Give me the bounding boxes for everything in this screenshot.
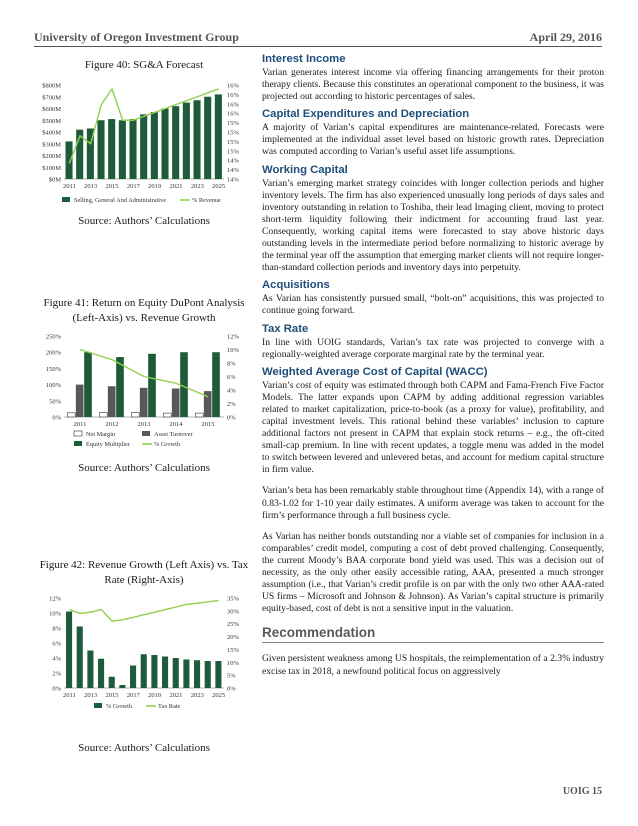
recommendation-rule bbox=[262, 642, 604, 643]
y2-tick-label: 15% bbox=[227, 138, 239, 146]
text-column bbox=[262, 52, 604, 682]
x-tick-label: 2015 bbox=[201, 421, 215, 428]
y2-tick-label: 5% bbox=[227, 672, 236, 680]
bar bbox=[180, 352, 188, 417]
bar bbox=[204, 97, 211, 179]
legend-label: Net Margin bbox=[86, 431, 116, 438]
legend-label: Selling, General And Administrative bbox=[74, 197, 166, 204]
bar bbox=[132, 412, 140, 417]
bar bbox=[193, 100, 200, 179]
bar bbox=[129, 119, 136, 179]
bar bbox=[108, 119, 115, 179]
y-tick-label: $100M bbox=[42, 164, 61, 172]
x-tick-label: 2013 bbox=[84, 692, 98, 699]
x-tick-label: 2013 bbox=[84, 183, 98, 190]
bar bbox=[108, 386, 116, 417]
legend-label: Tax Rate bbox=[158, 703, 181, 710]
x-tick-label: 2021 bbox=[169, 692, 183, 699]
y-tick-label: 0% bbox=[52, 414, 61, 422]
y-tick-label: 8% bbox=[52, 625, 61, 633]
bar bbox=[66, 612, 72, 689]
y2-tick-label: 14% bbox=[227, 167, 239, 175]
y2-tick-label: 15% bbox=[227, 646, 239, 654]
figure-title: Figure 42: Revenue Growth (Left Axis) vs. Tax Rate (Right-Axis) bbox=[39, 559, 249, 586]
series-line bbox=[69, 601, 218, 622]
y-tick-label: $600M bbox=[42, 106, 61, 113]
bar bbox=[164, 413, 172, 417]
bar bbox=[116, 357, 124, 417]
legend-swatch bbox=[142, 431, 150, 436]
y-tick-label: 250% bbox=[45, 333, 61, 341]
bar bbox=[141, 654, 147, 688]
y2-tick-label: 10% bbox=[227, 659, 239, 667]
bar bbox=[65, 141, 72, 179]
page-number: UOIG 15 bbox=[562, 786, 602, 797]
y-tick-label: $800M bbox=[42, 82, 61, 90]
bar bbox=[172, 106, 179, 179]
legend-swatch bbox=[74, 431, 82, 436]
bar bbox=[215, 94, 222, 179]
figure-source: Source: Authors’ Calculations bbox=[78, 215, 210, 227]
section-paragraph: Varian’s cost of equity was estimated through both CAPM and Fama-French Five Factor Models. The latter expands upon CAPM by adding additional regression variables related to market capitalization, price-to-book (as a proxy for value), profitability, and capital investment levels. This rational behind these variables’ inclusion to capture additional factors not present in CAPM that explain stock returns – e.g., the oft-cited small-cap premium. In line with recent updates, a toggle menu was added in the model to switch between levered and unlevered betas, and account for medium capital structure in firm value. bbox=[262, 379, 604, 476]
section-heading: Weighted Average Cost of Capital (WACC) bbox=[262, 365, 488, 378]
section-tax-rate bbox=[262, 322, 604, 361]
bar bbox=[68, 413, 76, 417]
y2-tick-label: 10% bbox=[227, 347, 239, 354]
header-rule bbox=[34, 46, 602, 47]
header-org: University of Oregon Investment Group bbox=[34, 30, 239, 44]
x-tick-label: 2011 bbox=[62, 692, 76, 699]
y2-tick-label: 16% bbox=[227, 101, 239, 109]
section-wacc bbox=[262, 365, 604, 616]
bar bbox=[77, 627, 83, 689]
dupont-chart bbox=[34, 328, 254, 452]
bar bbox=[119, 120, 126, 179]
y-tick-label: 100% bbox=[45, 382, 61, 390]
bar bbox=[109, 677, 115, 688]
y-tick-label: $500M bbox=[42, 117, 61, 125]
bar bbox=[84, 352, 92, 417]
growth-tax-chart bbox=[34, 590, 254, 712]
x-tick-label: 2012 bbox=[105, 421, 119, 428]
y2-tick-label: 16% bbox=[227, 110, 239, 118]
bar bbox=[151, 112, 158, 179]
y-tick-label: 10% bbox=[49, 610, 61, 618]
y-tick-label: 0% bbox=[52, 685, 61, 693]
legend-swatch bbox=[62, 197, 70, 202]
x-tick-label: 2014 bbox=[169, 421, 183, 428]
bar bbox=[98, 659, 104, 688]
recommendation-heading: Recommendation bbox=[262, 625, 376, 641]
y-tick-label: 6% bbox=[52, 640, 61, 648]
figure-41 bbox=[34, 296, 254, 474]
y-tick-label: $300M bbox=[42, 141, 61, 149]
section-heading: Interest Income bbox=[262, 53, 346, 65]
legend-label: % Growth bbox=[106, 703, 133, 710]
y-tick-label: 150% bbox=[45, 365, 61, 373]
y2-tick-label: 8% bbox=[227, 360, 236, 368]
figure-source: Source: Authors’ Calculations bbox=[78, 462, 210, 474]
bar bbox=[100, 412, 108, 417]
figure-title: Figure 40: SG&A Forecast bbox=[84, 59, 204, 71]
section-paragraph: A majority of Varian’s capital expenditures are maintenance-related. Forecasts were implemented at the individual asset level based on historic growth rates. Depreciation was computed according to Varian’s useful asset life assumptions. bbox=[262, 122, 604, 158]
bar bbox=[76, 385, 84, 417]
y2-tick-label: 15% bbox=[227, 148, 239, 156]
y-tick-label: $700M bbox=[42, 94, 61, 102]
y2-tick-label: 25% bbox=[227, 621, 239, 629]
figure-42 bbox=[34, 558, 254, 754]
x-tick-label: 2015 bbox=[105, 692, 119, 699]
bar bbox=[148, 354, 156, 417]
legend-label: % Revenue bbox=[192, 197, 221, 204]
section-working-capital bbox=[262, 163, 604, 275]
y2-tick-label: 0% bbox=[227, 414, 236, 422]
bar bbox=[140, 388, 148, 417]
bar bbox=[215, 661, 221, 688]
y2-tick-label: 4% bbox=[227, 387, 236, 395]
section-heading: Capital Expenditures and Depreciation bbox=[262, 108, 470, 121]
section-acquisitions bbox=[262, 278, 604, 317]
section-paragraph: Varian generates interest income via offering financing arrangements for their proton therapy clients. Because this constitutes an operational component to the business, it was projected out according to historic percentages of sales. bbox=[262, 67, 604, 103]
legend-label: % Growth bbox=[154, 441, 181, 448]
bar bbox=[151, 655, 157, 688]
y2-tick-label: 15% bbox=[227, 129, 239, 137]
x-tick-label: 2017 bbox=[126, 692, 140, 699]
bar bbox=[119, 685, 125, 688]
x-tick-label: 2023 bbox=[190, 183, 204, 190]
x-tick-label: 2025 bbox=[212, 183, 226, 190]
y2-tick-label: 20% bbox=[227, 634, 239, 642]
section-paragraph: As Varian has consistently pursued small, “bolt-on” acquisitions, this was projected to continue going forward. bbox=[262, 293, 604, 317]
x-tick-label: 2023 bbox=[190, 692, 204, 699]
y2-tick-label: 2% bbox=[227, 401, 236, 408]
x-tick-label: 2011 bbox=[62, 183, 76, 190]
section-paragraph: Varian’s beta has been remarkably stable throughout time (Appendix 14), with a range of 0.83-1.02 for 1-10 year daily estimates. A uniform average was taken to account for the firm’s performance through a full business cycle. bbox=[262, 485, 604, 521]
figure-40 bbox=[34, 58, 254, 227]
y2-tick-label: 6% bbox=[227, 374, 236, 381]
bar bbox=[205, 661, 211, 688]
recommendation-paragraph: Given persistent weakness among US hospitals, the reimplementation of a 2.3% industry excise tax in 2018, a newfound political focus on aggressively bbox=[262, 653, 604, 677]
bar bbox=[183, 103, 190, 179]
y-tick-label: 2% bbox=[52, 670, 61, 678]
y2-tick-label: 14% bbox=[227, 157, 239, 165]
legend-label: Asset Turnover bbox=[154, 431, 193, 438]
x-tick-label: 2017 bbox=[126, 183, 140, 190]
bar bbox=[140, 114, 147, 179]
header-date: April 29, 2016 bbox=[529, 30, 602, 44]
section-paragraph: In line with UOIG standards, Varian’s tax rate was projected to converge with a regionally-weighted average corporate marginal rate by the terminal year. bbox=[262, 336, 604, 360]
y-tick-label: 12% bbox=[49, 595, 61, 603]
x-tick-label: 2025 bbox=[212, 692, 226, 699]
bar bbox=[130, 666, 136, 689]
section-recommendation bbox=[262, 627, 604, 677]
y2-tick-label: 30% bbox=[227, 608, 239, 616]
bar bbox=[194, 660, 200, 688]
figure-title: Figure 41: Return on Equity DuPont Analysis (Left-Axis) vs. Revenue Growth bbox=[43, 297, 245, 324]
x-tick-label: 2021 bbox=[169, 183, 183, 190]
y-tick-label: 200% bbox=[45, 349, 61, 357]
section-heading: Tax Rate bbox=[262, 322, 309, 335]
bar bbox=[161, 109, 168, 180]
bar bbox=[97, 120, 104, 179]
y2-tick-label: 15% bbox=[227, 120, 239, 128]
y-tick-label: $400M bbox=[42, 129, 61, 137]
legend-swatch bbox=[74, 441, 82, 446]
x-tick-label: 2019 bbox=[148, 692, 162, 699]
y2-tick-label: 35% bbox=[227, 595, 239, 603]
legend-label: Equity Multiplier bbox=[86, 441, 130, 448]
bar bbox=[162, 657, 168, 689]
x-tick-label: 2011 bbox=[73, 421, 87, 428]
x-tick-label: 2019 bbox=[148, 183, 162, 190]
y2-tick-label: 0% bbox=[227, 685, 236, 693]
y-tick-label: 4% bbox=[52, 655, 61, 663]
bar bbox=[87, 651, 93, 689]
bar bbox=[212, 352, 220, 417]
bar bbox=[173, 658, 179, 688]
section-paragraph: Varian’s emerging market strategy coincides with longer collection periods and higher inventory levels. The firm has also experienced unusually long periods of days sales and inventory outstanding in relation to Toshiba, their lead Imaging client, moving to protect short-term liquidity following their indictment for accounting fraud last year. Consequently, working capital items were forecasted to stay above historic days outstanding levels in the intermediate period before normalizing to historic average by the terminal year off the assumption that emerging market clients will not require longer-than-standard collection periods and inventory days into perpetuity. bbox=[262, 177, 604, 274]
x-tick-label: 2013 bbox=[137, 421, 151, 428]
y-tick-label: $200M bbox=[42, 153, 61, 160]
y2-tick-label: 14% bbox=[227, 176, 239, 184]
section-capex bbox=[262, 107, 604, 158]
y2-tick-label: 16% bbox=[227, 82, 239, 90]
bar bbox=[196, 413, 204, 417]
y2-tick-label: 16% bbox=[227, 91, 239, 99]
y-tick-label: 50% bbox=[49, 398, 61, 406]
sga-forecast-chart bbox=[34, 75, 254, 207]
y2-tick-label: 12% bbox=[227, 333, 239, 341]
section-interest-income bbox=[262, 52, 604, 103]
x-tick-label: 2015 bbox=[105, 183, 119, 190]
legend-swatch bbox=[94, 703, 102, 708]
bar bbox=[183, 660, 189, 689]
section-heading: Acquisitions bbox=[262, 279, 330, 292]
figure-source: Source: Authors’ Calculations bbox=[78, 742, 210, 754]
y-tick-label: $0M bbox=[48, 176, 61, 184]
bar bbox=[172, 388, 180, 417]
section-paragraph: As Varian has neither bonds outstanding nor a viable set of companies for inclusion in a comparables’ credit model, computing a cost of debt proved challenging. Consequently, the current Moody’s BAA corporate bond yield was used. This was a decision out of necessity, as the only other easily accessible rating, AAA, presented a much stronger assumption (i.e., that Varian’s credit profile is on par with the only two other AAA-rated US firms – Microsoft and Johnson & Johnson). As Varian’s capital structure is primarily equity-based, cost of debt is not a sensitive input in the valuation. bbox=[262, 530, 604, 615]
section-heading: Working Capital bbox=[262, 163, 348, 176]
